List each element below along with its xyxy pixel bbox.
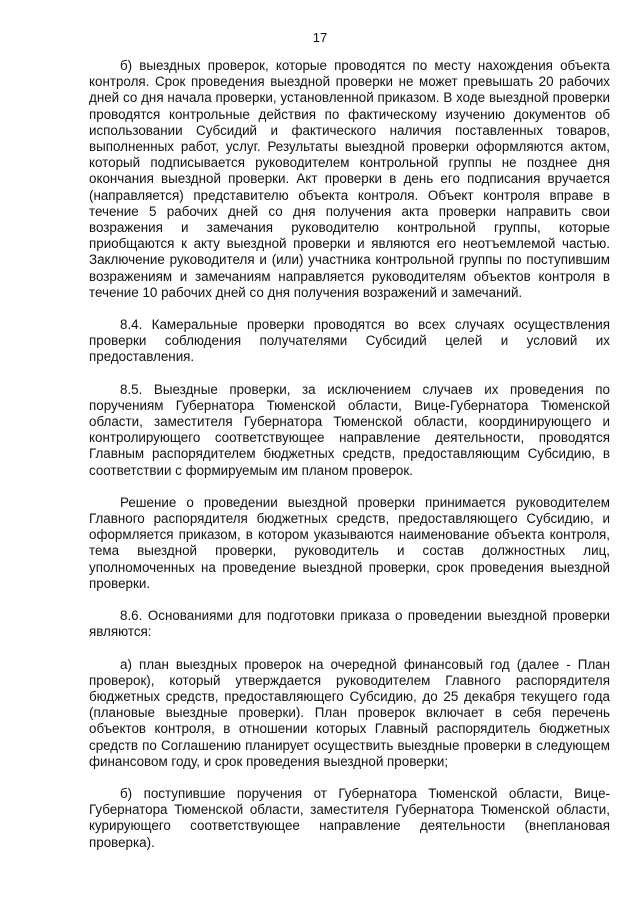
- paragraph-8-4: 8.4. Камеральные проверки проводятся во всех случаях осуществления проверки соблюдения получателями Субсидий целей и условий их предоставления.: [89, 317, 610, 365]
- paragraph-8-6-a: а) план выездных проверок на очередной финансовый год (далее - План проверок), который утверждается руководителем Главного распорядителя бюджетных средств, предоставляющего Субсидию, до 25 декабря текущего года (плановые выездные проверки). План проверок включает в себя перечень объектов контроля, в отношении которых Главный распорядитель бюджетных средств по Соглашению планирует осуществить выездные проверки в следующем финансовом году, и срок проведения выездной проверки;: [89, 656, 610, 769]
- paragraph-inspection-decision: Решение о проведении выездной проверки принимается руководителем Главного распорядителя бюджетных средств, предоставляющего Субсидию, и оформляется приказом, в котором указываются наименование объекта контроля, тема выездной проверки, руководитель и состав должностных лиц, уполномоченных на проведение выездной проверки, срок проведения выездной проверки.: [89, 494, 610, 591]
- document-body: [89, 58, 610, 867]
- paragraph-7b-onsite-inspections: б) выездных проверок, которые проводятся по месту нахождения объекта контроля. Срок проведения выездной проверки не может превышать 20 рабочих дней со дня начала проверки, установленной приказом. В ходе выездной проверки проводятся контрольные действия по фактическому изучению документов об использовании Субсидий и фактического наличия поставленных товаров, выполненных работ, услуг. Результаты выездной проверки оформляются актом, который подписывается руководителем контрольной группы не позднее дня окончания выездной проверки. Акт проверки в день его подписания вручается (направляется) представителю объекта контроля. Объект контроля вправе в течение 5 рабочих дней со дня получения акта проверки направить свои возражения и замечания руководителю контрольной группы, которые приобщаются к акту выездной проверки и являются его неотъемлемой частью. Заключение руководителя и (или) участника контрольной группы по поступившим возражениям и замечаниям направляется руководителям объектов контроля в течение 10 рабочих дней со дня получения возражений и замечаний.: [89, 58, 610, 300]
- paragraph-8-6-b: б) поступившие поручения от Губернатора Тюменской области, Вице-Губернатора Тюменской области, заместителя Губернатора Тюменской области, курирующего соответствующее направление деятельности (внеплановая проверка).: [89, 785, 610, 850]
- paragraph-8-5: 8.5. Выездные проверки, за исключением случаев их проведения по поручениям Губернатора Тюменской области, Вице-Губернатора Тюменской области, заместителя Губернатора Тюменской области, координирующего и контролирующего соответствующее направление деятельности, проводятся Главным распорядителем бюджетных средств, предоставляющим Субсидию, в соответствии с формируемым им планом проверок.: [89, 381, 610, 478]
- paragraph-8-6: 8.6. Основаниями для подготовки приказа о проведении выездной проверки являются:: [89, 608, 610, 640]
- page-number: 17: [312, 30, 328, 45]
